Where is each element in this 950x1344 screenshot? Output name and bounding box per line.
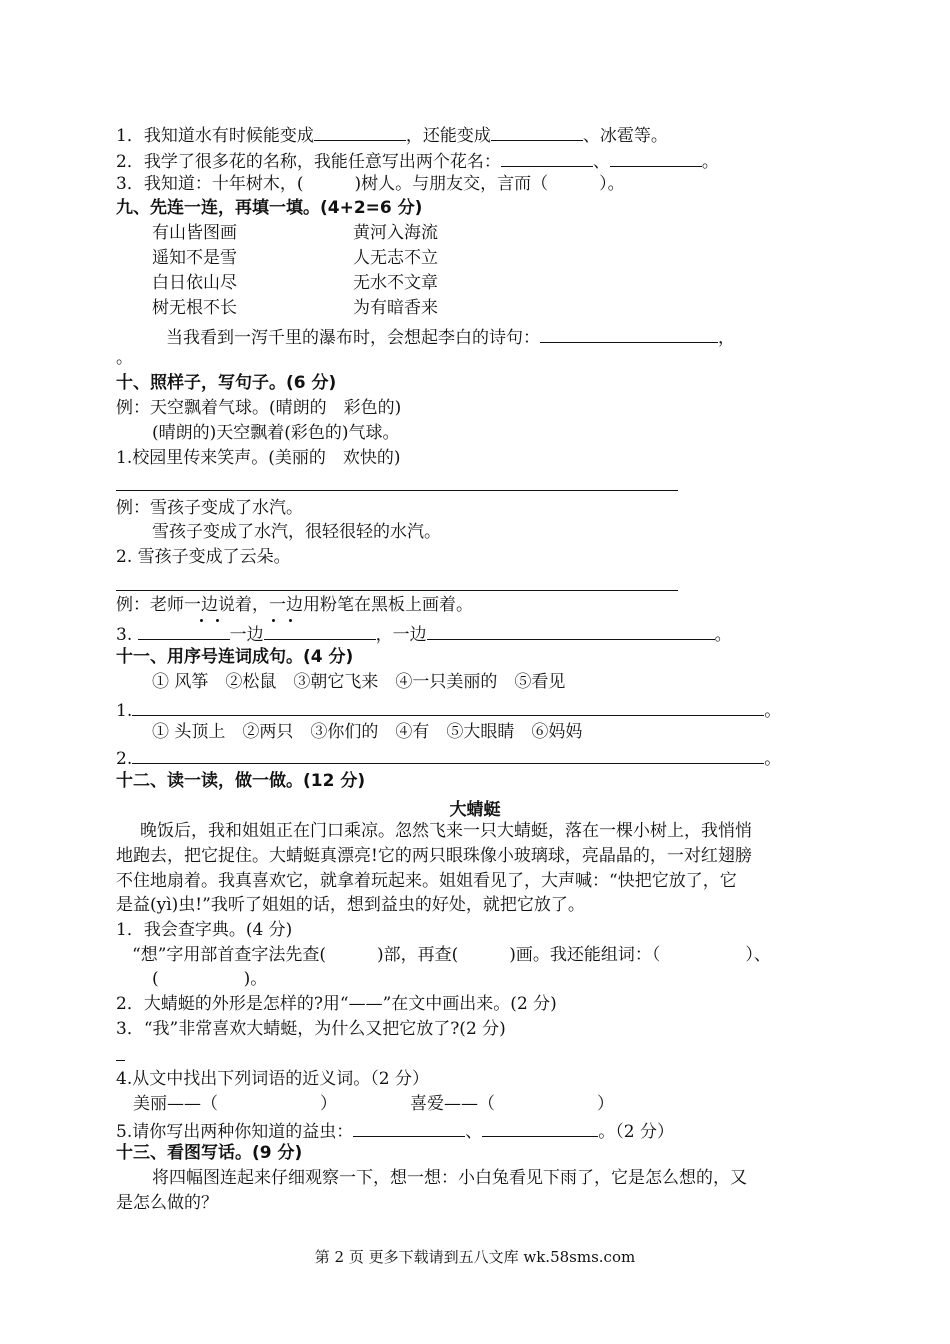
s12-question-1b: ( )。 xyxy=(152,969,268,989)
s13-prompt: 将四幅图连起来仔细观察一下，想一想：小白兔看见下雨了，它是怎么想的，又 xyxy=(152,1168,747,1188)
answer-blank[interactable] xyxy=(540,324,718,343)
s9-right-item[interactable]: 为有暗香来 xyxy=(353,298,438,318)
s13-prompt: 是怎么做的？ xyxy=(116,1193,218,1213)
story-paragraph: 不住地扇着。我真喜欢它，就拿着玩起来。姐姐看见了，大声喊：“快把它放了，它 xyxy=(116,871,737,891)
story-paragraph: 地跑去，把它捉住。大蜻蜓真漂亮!它的两只眼珠像小玻璃球，亮晶晶的，一对红翅膀 xyxy=(116,846,752,866)
s10-question-1: 1.校园里传来笑声。(美丽的 欢快的) xyxy=(116,448,401,468)
answer-blank[interactable] xyxy=(264,621,376,640)
fill-q2: 2．我学了很多花的名称，我能任意写出两个花名： 、 。 xyxy=(116,148,719,173)
s12-question-5: 5.请你写出两种你知道的益虫： 、 。（2 分） xyxy=(116,1118,674,1143)
s10-example-1: 例：天空飘着气球。(晴朗的 彩色的) xyxy=(116,398,402,418)
s12-question-1a: “想”字用部首查字法先查( )部，再查( )画。我还能组词：（ ）、 xyxy=(132,945,771,965)
s9-right-item[interactable]: 黄河入海流 xyxy=(353,223,438,243)
s9-left-item[interactable]: 有山皆图画 xyxy=(152,223,237,243)
s9-right-item[interactable]: 无水不文章 xyxy=(353,273,438,293)
s12-question-4: 4.从文中找出下列词语的近义词。（2 分） xyxy=(116,1069,429,1089)
s11-answer-2: 2. 。 xyxy=(116,745,781,770)
answer-blank[interactable] xyxy=(482,1118,598,1137)
answer-line[interactable] xyxy=(116,590,678,591)
s12-question-4a: 美丽——（ ） xyxy=(133,1094,337,1114)
s10-example-2-answer: 雪孩子变成了水汽，很轻很轻的水汽。 xyxy=(152,522,441,542)
section-11-title: 十一、用序号连词成句。(4 分) xyxy=(116,647,354,667)
s10-example-2: 例：雪孩子变成了水汽。 xyxy=(116,498,303,518)
s12-question-3: 3．“我”非常喜欢大蜻蜓，为什么又把它放了?(2 分) xyxy=(116,1019,506,1039)
answer-blank[interactable] xyxy=(314,122,406,141)
answer-blank[interactable] xyxy=(132,745,764,764)
section-10-title: 十、照样子，写句子。(6 分) xyxy=(116,373,337,393)
s9-left-item[interactable]: 树无根不长 xyxy=(152,298,237,318)
s10-example-1-answer: (晴朗的)天空飘着(彩色的)气球。 xyxy=(152,423,400,443)
s12-question-1: 1．我会查字典。(4 分) xyxy=(116,920,293,940)
story-title: 大蜻蜓 xyxy=(449,800,501,820)
section-13-title: 十三、看图写话。(9 分) xyxy=(116,1143,303,1163)
answer-blank[interactable] xyxy=(132,697,764,716)
s12-question-4b: 喜爱——（ ） xyxy=(410,1094,614,1114)
s11-answer-1: 1. 。 xyxy=(116,697,781,722)
s9-left-item[interactable]: 白日依山尽 xyxy=(152,273,237,293)
s9-right-item[interactable]: 人无志不立 xyxy=(353,248,438,268)
s9-left-item[interactable]: 遥知不是雪 xyxy=(152,248,237,268)
s11-words-1: ① 风筝 ②松鼠 ③朝它飞来 ④一只美丽的 ⑤看见 xyxy=(152,672,566,692)
s12-question-2: 2．大蜻蜓的外形是怎样的?用“——”在文中画出来。(2 分) xyxy=(116,994,557,1014)
story-paragraph: 晚饭后，我和姐姐正在门口乘凉。忽然飞来一只大蜻蜓，落在一棵小树上，我悄悄 xyxy=(140,821,752,841)
s9-poem-question: 当我看到一泻千里的瀑布时，会想起李白的诗句： ， xyxy=(166,324,735,349)
answer-line[interactable] xyxy=(116,490,678,491)
answer-blank[interactable] xyxy=(138,621,230,640)
s10-question-3: 3. 一边 ，一边 。 xyxy=(116,621,732,646)
page-footer: 第 2 页 更多下载请到五八文库 wk.58sms.com xyxy=(314,1248,636,1266)
s9-poem-end: 。 xyxy=(116,348,133,368)
story-paragraph: 是益(yì)虫!”我听了姐姐的话，想到益虫的好处，就把它放了。 xyxy=(116,895,585,915)
section-12-title: 十二、读一读，做一做。(12 分) xyxy=(116,771,366,791)
answer-blank[interactable] xyxy=(610,148,702,167)
answer-blank[interactable] xyxy=(501,148,593,167)
s10-question-2: 2. 雪孩子变成了云朵。 xyxy=(116,547,291,567)
s11-words-2: ① 头顶上 ②两只 ③你们的 ④有 ⑤大眼睛 ⑥妈妈 xyxy=(152,722,583,742)
answer-blank[interactable] xyxy=(491,122,583,141)
section-9-title: 九、先连一连，再填一填。(4+2=6 分) xyxy=(116,198,423,218)
s10-example-3: 例：老师一边说着，一边用粉笔在黑板上画着。 xyxy=(116,595,473,615)
fill-q3: 3．我知道：十年树木，( )树人。与朋友交，言而（ ）。 xyxy=(116,174,625,194)
answer-blank[interactable] xyxy=(427,621,715,640)
answer-blank[interactable] xyxy=(353,1118,465,1137)
answer-line[interactable] xyxy=(116,1060,125,1061)
fill-q1: 1．我知道水有时候能变成 ，还能变成 、冰雹等。 xyxy=(116,122,668,147)
